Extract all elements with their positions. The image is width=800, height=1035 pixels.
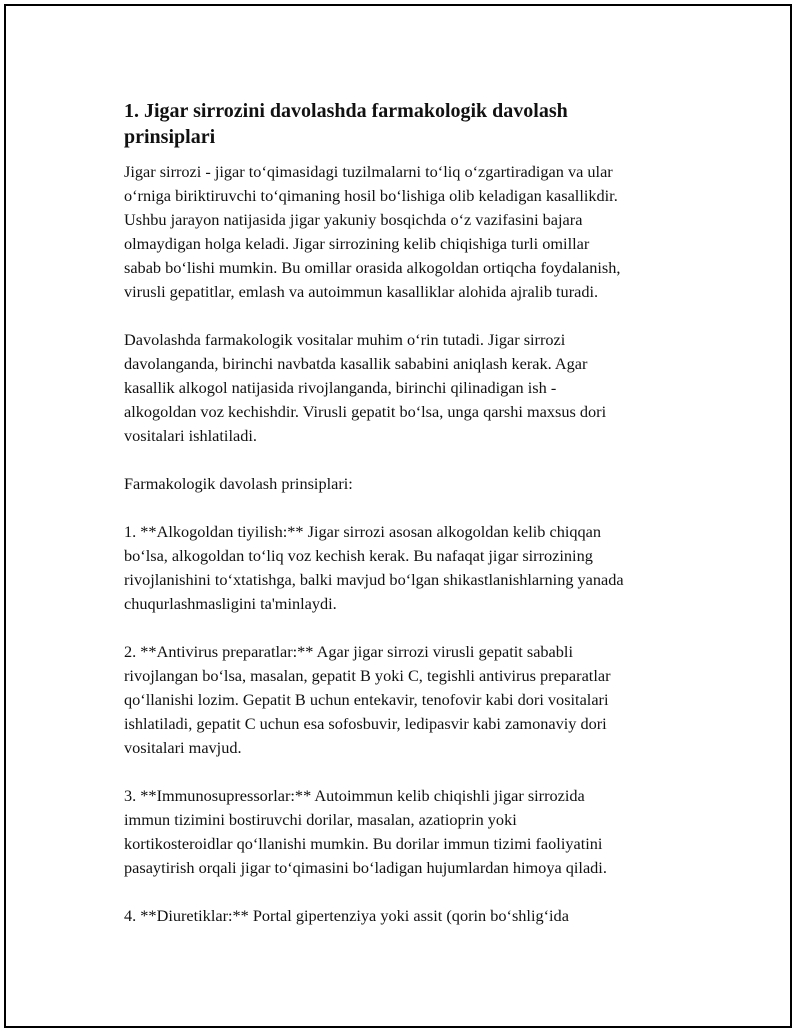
- paragraph-principles-heading: Farmakologik davolash prinsiplari:: [124, 474, 353, 493]
- list-item-antiviral: 2. **Antivirus preparatlar:** Agar jigar sirrozi virusli gepatit sababli rivojlangan bo‘lsa, masalan, gepatit B yoki C, tegishli antivirus preparatlar qo‘llanishi lozim. Gepatit B uchun entekavir, tenofovir kabi dori vositalari ishlatiladi, gepatit C uchun esa sofosbuvir, ledipasvir kabi zamonaviy dori vositalari mavjud.: [124, 642, 611, 757]
- paragraph-intro: Jigar sirrozi - jigar to‘qimasidagi tuzilmalarni to‘liq o‘zgartiradigan va ular o‘rniga biriktiruvchi to‘qimaning hosil bo‘lishiga olib keladigan kasallikdir. Ushbu jarayon natijasida jigar yakuniy bosqichda o‘z vazifasini bajara olmaydigan holga keladi. Jigar sirrozining kelib chiqishiga turli omillar sabab bo‘lishi mumkin. Bu omillar orasida alkogoldan ortiqcha foydalanish, virusli gepatitlar, emlash va autoimmun kasalliklar alohida ajralib turadi.: [124, 162, 621, 301]
- list-item-diuretics: 4. **Diuretiklar:** Portal gipertenziya yoki assit (qorin bo‘shlig‘ida: [124, 906, 569, 925]
- document-body: [124, 98, 704, 952]
- paragraph-treatment: Davolashda farmakologik vositalar muhim o‘rin tutadi. Jigar sirrozi davolanganda, birinchi navbatda kasallik sababini aniqlash kerak. Agar kasallik alkogol natijasida rivojlanganda, birinchi qilinadigan ish - alkogoldan voz kechishdir. Virusli gepatit bo‘lsa, unga qarshi maxsus dori vositalari ishlatiladi.: [124, 330, 607, 445]
- document-title: 1. Jigar sirrozini davolashda farmakologik davolash prinsiplari: [124, 100, 568, 148]
- list-item-alcohol: 1. **Alkogoldan tiyilish:** Jigar sirrozi asosan alkogoldan kelib chiqqan bo‘lsa, alkogoldan to‘liq voz kechish kerak. Bu nafaqat jigar sirrozining rivojlanishini to‘xtatishga, balki mavjud bo‘lgan shikastlanishlarning yanada chuqurlashmasligini ta'minlaydi.: [124, 522, 624, 613]
- list-item-immunosuppressors: 3. **Immunosupressorlar:** Autoimmun kelib chiqishli jigar sirrozida immun tizimini bostiruvchi dorilar, masalan, azatioprin yoki kortikosteroidlar qo‘llanishi mumkin. Bu dorilar immun tizimi faoliyatini pasaytirish orqali jigar to‘qimasini bo‘ladigan hujumlardan himoya qiladi.: [124, 786, 607, 877]
- page-frame: [4, 4, 792, 1028]
